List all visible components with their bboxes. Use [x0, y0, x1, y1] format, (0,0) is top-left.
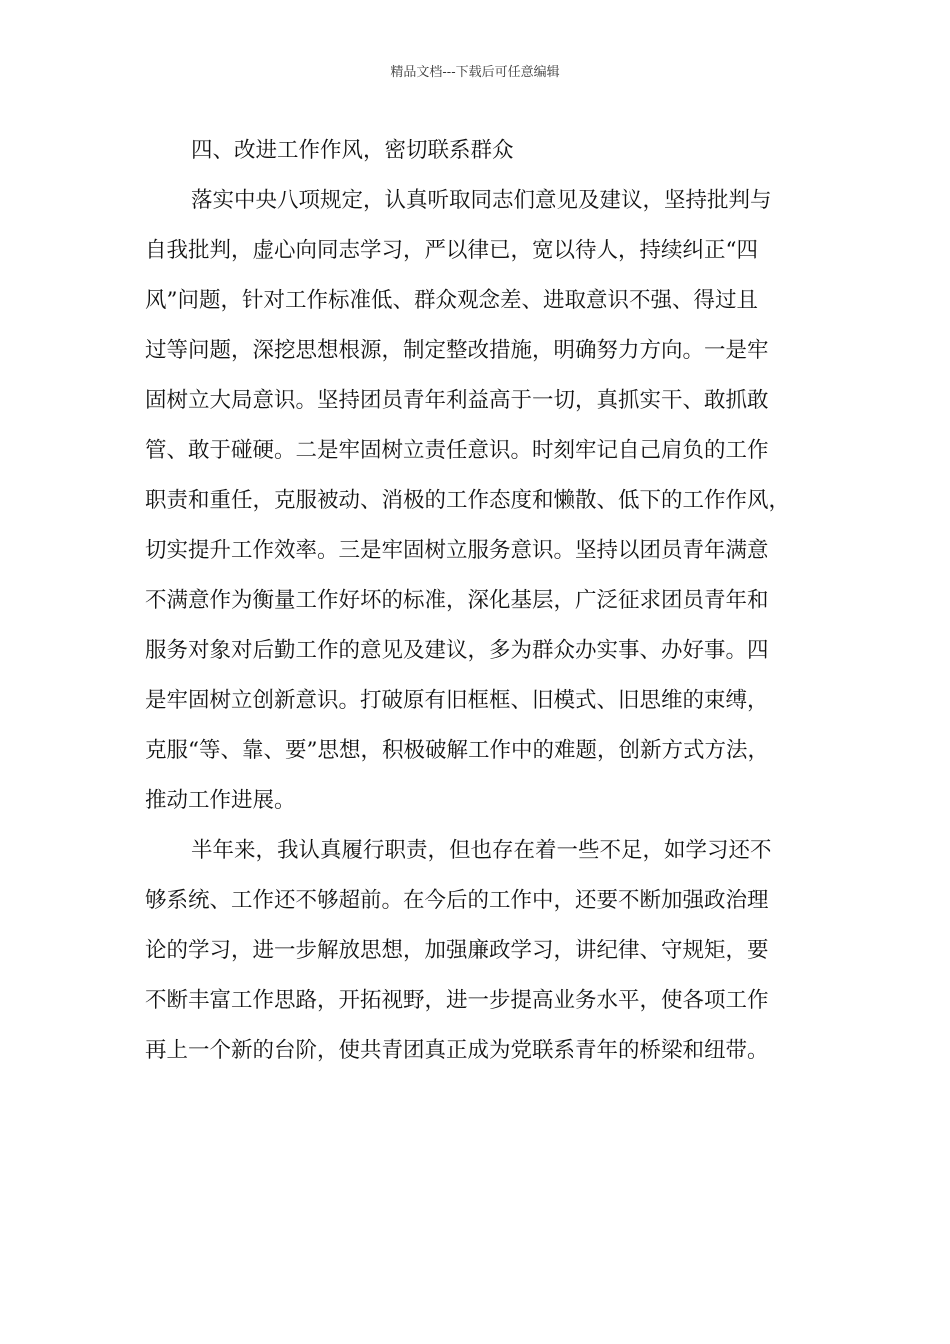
paragraph-1 [145, 176, 825, 826]
page-header: 精品文档---下载后可任意编辑 [390, 65, 560, 80]
paragraph-line: 风”问题，针对工作标准低、群众观念差、进取意识不强、得过且 [145, 288, 758, 313]
paragraph-line: 是牢固树立创新意识。打破原有旧框框、旧模式、旧思维的束缚， [145, 688, 769, 713]
section-heading: 四、改进工作作风，密切联系群众 [191, 138, 514, 163]
paragraph-line: 论的学习，进一步解放思想，加强廉政学习，讲纪律、守规矩，要 [145, 938, 769, 963]
paragraph-line: 服务对象对后勤工作的意见及建议，多为群众办实事、办好事。四 [145, 638, 769, 663]
paragraph-line: 不满意作为衡量工作好坏的标准，深化基层，广泛征求团员青年和 [145, 588, 769, 613]
document-body [145, 126, 825, 1076]
paragraph-line: 再上一个新的台阶，使共青团真正成为党联系青年的桥梁和纽带。 [145, 1038, 769, 1063]
paragraph-line: 职责和重任，克服被动、消极的工作态度和懒散、低下的工作作风， [145, 488, 791, 513]
paragraph-line: 过等问题，深挖思想根源，制定整改措施，明确努力方向。一是牢 [145, 338, 769, 363]
paragraph-line: 固树立大局意识。坚持团员青年利益高于一切，真抓实干、敢抓敢 [145, 388, 769, 413]
paragraph-line: 够系统、工作还不够超前。在今后的工作中，还要不断加强政治理 [145, 888, 769, 913]
paragraph-line: 自我批判，虚心向同志学习，严以律已，宽以待人，持续纠正“四 [145, 238, 758, 263]
paragraph-line: 不断丰富工作思路，开拓视野，进一步提高业务水平，使各项工作 [145, 988, 769, 1013]
paragraph-line: 克服“等、靠、要”思想，积极破解工作中的难题，创新方式方法， [145, 738, 769, 763]
paragraph-line: 切实提升工作效率。三是牢固树立服务意识。坚持以团员青年满意 [145, 538, 769, 563]
paragraph-2 [145, 826, 825, 1076]
paragraph-line: 落实中央八项规定，认真听取同志们意见及建议，坚持批判与 [191, 188, 772, 213]
paragraph-line: 管、敢于碰硬。二是牢固树立责任意识。时刻牢记自己肩负的工作 [145, 438, 769, 463]
paragraph-line: 推动工作进展。 [145, 788, 296, 813]
paragraph-line: 半年来，我认真履行职责，但也存在着一些不足，如学习还不 [191, 838, 772, 863]
